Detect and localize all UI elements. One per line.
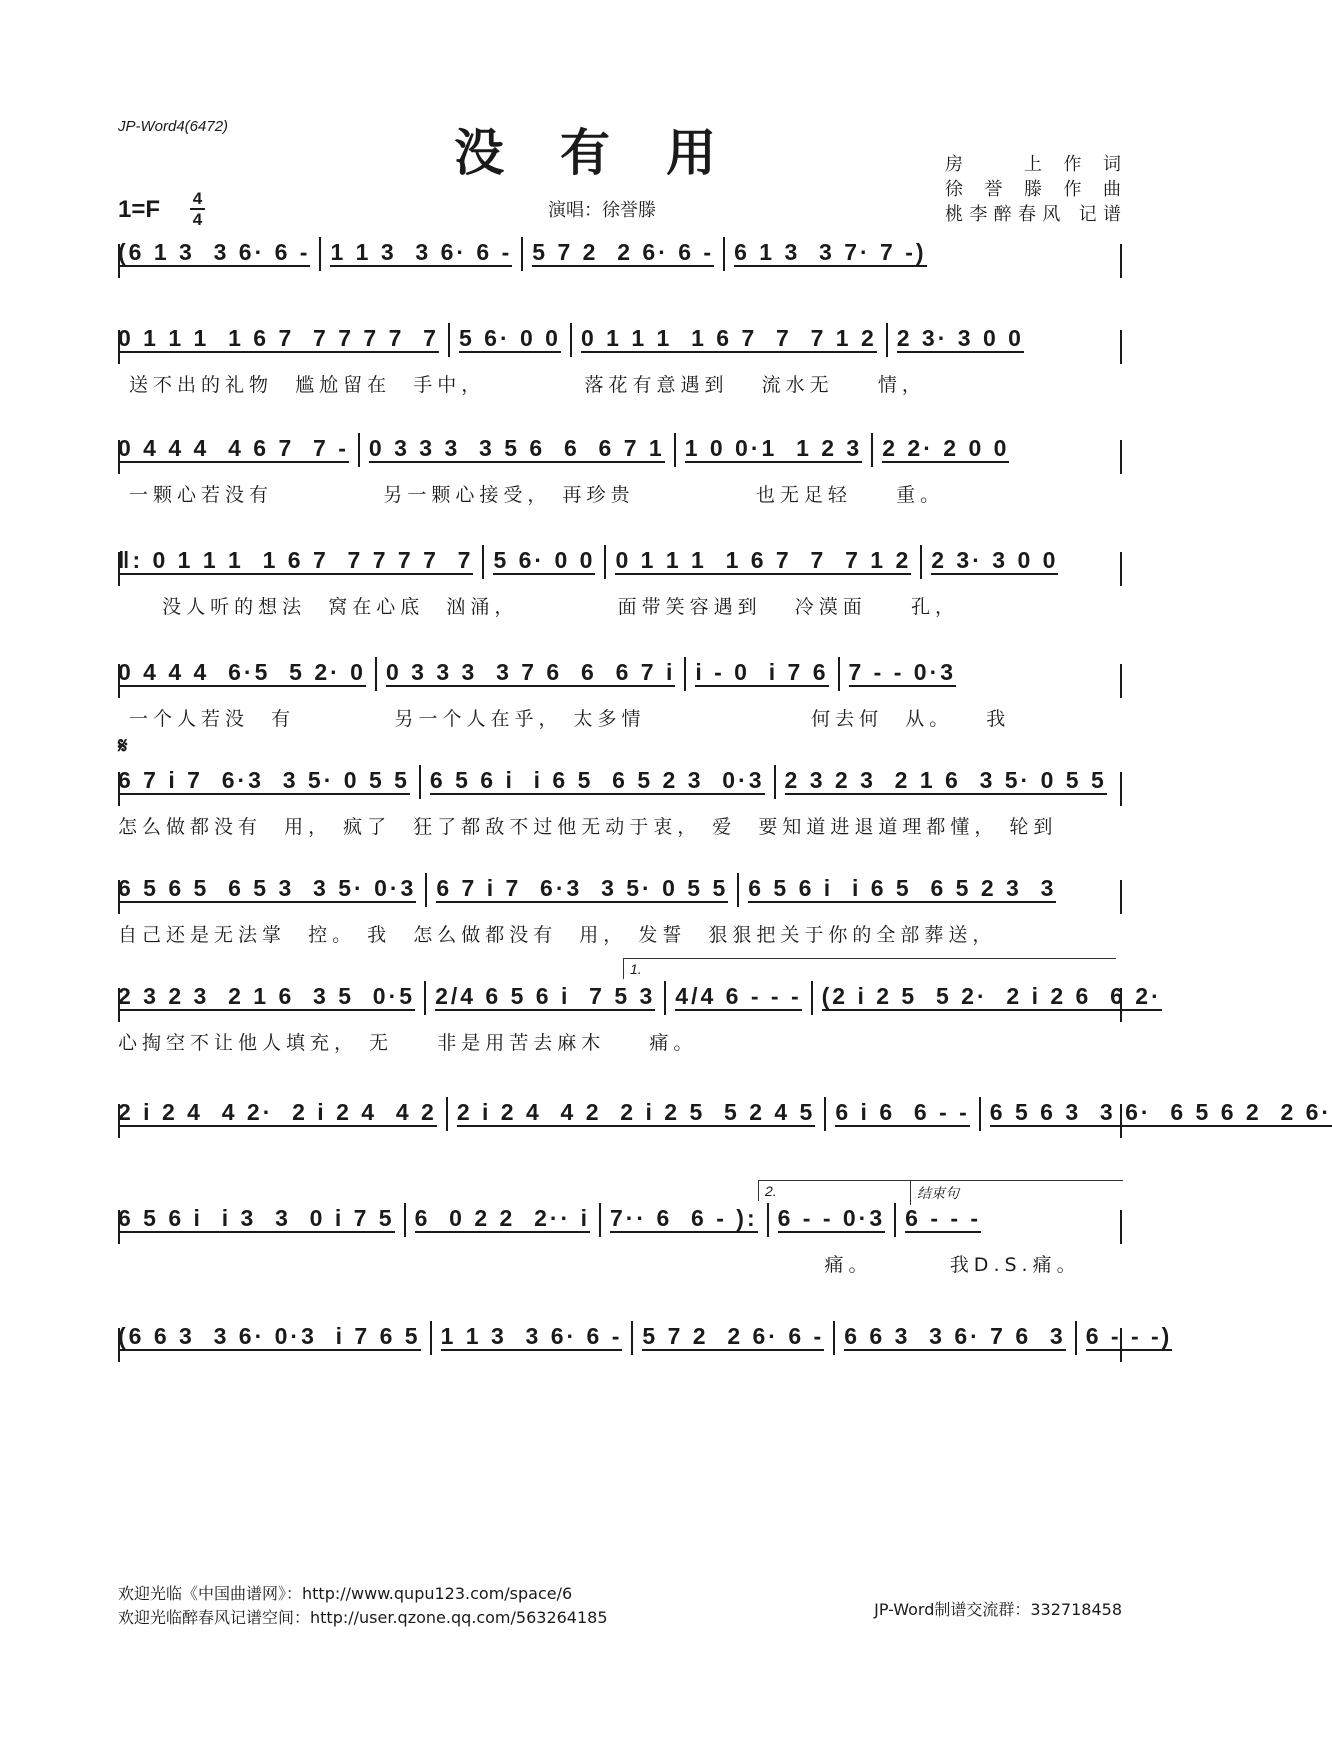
measure: 6 7 i 7 6·3 3 5· 0 5 5 xyxy=(436,875,729,901)
notation-line xyxy=(118,232,1122,272)
bar-line xyxy=(774,765,776,799)
bar-line xyxy=(920,545,922,579)
volta-label-2: 2. xyxy=(758,1180,911,1201)
measure: 2 i 2 4 4 2 2 i 2 5 5 2 4 5 xyxy=(456,1099,816,1125)
bar-line xyxy=(1075,1321,1077,1355)
measure: 5 7 2 2 6· 6 - xyxy=(642,1323,825,1349)
measure: 5 6· 0 0 xyxy=(458,325,561,351)
measure: 1 1 3 3 6· 6 - xyxy=(440,1323,623,1349)
bar-line xyxy=(871,433,873,467)
measure: (6 1 3 3 6· 6 - xyxy=(118,239,311,265)
bar-line xyxy=(521,237,523,271)
credits xyxy=(945,152,1122,227)
bar-line xyxy=(838,657,840,691)
measure: 2 3· 3 0 0 xyxy=(931,547,1059,573)
measure: (6 6 3 3 6· 0·3 i 7 6 5 xyxy=(118,1323,421,1349)
notation-line xyxy=(118,540,1122,580)
bar-line xyxy=(631,1321,633,1355)
footer-group: JP-Word制谱交流群：332718458 xyxy=(874,1600,1122,1619)
measure: 4/4 6 - - - xyxy=(675,983,802,1009)
measure: 6 5 6 5 6 5 3 3 5· 0·3 xyxy=(118,875,417,901)
ending-label: 结束句 xyxy=(910,1180,1123,1205)
bar-line xyxy=(358,433,360,467)
bar-line xyxy=(811,981,813,1015)
measure: 1 1 3 3 6· 6 - xyxy=(330,239,513,265)
measure: 0 1 1 1 1 6 7 7 7 7 7 7 xyxy=(118,325,439,351)
bar-line xyxy=(446,1097,448,1131)
measure: 6 7 i 7 6·3 3 5· 0 5 5 xyxy=(118,767,410,793)
footer-line-1: 欢迎光临《中国曲谱网》：http://www.qupu123.com/space/6 xyxy=(118,1584,573,1603)
measure: 7·· 6 6 - ): xyxy=(609,1205,758,1231)
measure: 2 2· 2 0 0 xyxy=(882,435,1010,461)
bar-line xyxy=(419,765,421,799)
bar-line xyxy=(599,1203,601,1237)
bar-line xyxy=(430,1321,432,1355)
measure: 6 5 6 i i 6 5 6 5 2 3 0·3 xyxy=(429,767,765,793)
bar-line xyxy=(604,545,606,579)
notation-line xyxy=(118,1092,1332,1132)
notation-line xyxy=(118,318,1122,358)
bar-line xyxy=(319,237,321,271)
measure: 6 - - -) xyxy=(1085,1323,1173,1349)
bar-line xyxy=(425,873,427,907)
measure: 0 1 1 1 1 6 7 7 7 1 2 xyxy=(580,325,877,351)
bar-line xyxy=(833,1321,835,1355)
notation-line xyxy=(118,760,1122,800)
bar-line xyxy=(570,323,572,357)
singer-credit: 演唱：徐誉滕 xyxy=(548,200,656,221)
notation-line xyxy=(118,652,1122,692)
bar-line xyxy=(894,1203,896,1237)
lyric-line: 怎么做都没有 用， 疯了 狂了都敌不过他无动于衷， 爱 要知道进退道理都懂， 轮到 xyxy=(118,816,1058,838)
measure: 6 5 6 i i 6 5 6 5 2 3 3 xyxy=(748,875,1057,901)
lyric-line: 没人听的想法 窝在心底 汹涌， 面带笑容遇到 冷漠面 孔， xyxy=(118,596,959,618)
footer-links xyxy=(118,1582,608,1630)
bar-line xyxy=(767,1203,769,1237)
measure: 0 1 1 1 1 6 7 7 7 1 2 xyxy=(615,547,912,573)
measure: 6 - - - xyxy=(905,1205,982,1231)
bar-line xyxy=(482,545,484,579)
measure: 2 3 2 3 2 1 6 3 5· 0 5 5 xyxy=(784,767,1107,793)
software-tag: JP-Word4(6472) xyxy=(118,118,229,135)
segno-sign: 𝄋 xyxy=(118,734,128,759)
measure: 6 5 6 3 3 6· 6 5 6 2 2 6· xyxy=(989,1099,1332,1125)
measure: (2 i 2 5 5 2· 2 i 2 6 6 2· xyxy=(821,983,1162,1009)
measure: 6 1 3 3 7· 7 -) xyxy=(734,239,927,265)
time-signature xyxy=(190,190,205,228)
volta-label: 1. xyxy=(623,958,1116,979)
bar-line xyxy=(979,1097,981,1131)
measure: 1 0 0·1 1 2 3 xyxy=(684,435,863,461)
lyric-line: 送不出的礼物 尴尬留在 手中， 落花有意遇到 流水无 情， xyxy=(118,374,926,396)
notation-line xyxy=(118,976,1162,1016)
bar-line xyxy=(886,323,888,357)
measure: 0 4 4 4 4 6 7 7 - xyxy=(118,435,349,461)
bar-line xyxy=(424,981,426,1015)
lyricist-credit: 房 上作词 xyxy=(945,154,1122,175)
lyric-line: 心掏空不让他人填充， 无 非是用苦去麻木 痛。 xyxy=(118,1032,698,1054)
time-sig-top: 4 xyxy=(192,189,203,208)
lyric-line: 一颗心若没有 另一颗心接受， 再珍贵 也无足轻 重。 xyxy=(118,484,945,506)
measure: 7 - - 0·3 xyxy=(848,659,957,685)
measure: 5 6· 0 0 xyxy=(493,547,596,573)
measure: 2 3 2 3 2 1 6 3 5 0·5 xyxy=(118,983,416,1009)
lyric-line: 一个人若没 有 另一个人在乎， 太多情 何去何 从。 我 xyxy=(118,708,1011,730)
measure: 2 i 2 4 4 2· 2 i 2 4 4 2 xyxy=(118,1099,437,1125)
bar-line xyxy=(824,1097,826,1131)
measure: 6 6 3 3 6· 7 6 3 xyxy=(844,1323,1066,1349)
key-signature: 1=F xyxy=(118,196,161,223)
lyric-line: 痛。 我D.S.痛。 xyxy=(118,1254,1081,1276)
time-sig-bottom: 4 xyxy=(192,210,203,229)
lyric-line: 自己还是无法掌 控。 我 怎么做都没有 用， 发誓 狠狠把关于你的全部葬送， xyxy=(118,924,997,946)
transcriber-credit: 桃李醉春风 记谱 xyxy=(945,204,1122,225)
measure: 0 4 4 4 6·5 5 2· 0 xyxy=(118,659,366,685)
measure: ‖: 0 1 1 1 1 6 7 7 7 7 7 7 xyxy=(118,547,474,573)
footer-line-2: 欢迎光临醉春风记谱空间：http://user.qzone.qq.com/563264185 xyxy=(118,1608,608,1627)
measure: 2 3· 3 0 0 xyxy=(896,325,1024,351)
measure: 6 - - 0·3 xyxy=(777,1205,886,1231)
bar-line xyxy=(684,657,686,691)
measure: 6 0 2 2 2·· i xyxy=(414,1205,590,1231)
measure: 2/4 6 5 6 i 7 5 3 xyxy=(435,983,656,1009)
bar-line xyxy=(723,237,725,271)
bar-line xyxy=(674,433,676,467)
notation-line xyxy=(118,428,1122,468)
measure: i - 0 i 7 6 xyxy=(695,659,829,685)
measure: 5 7 2 2 6· 6 - xyxy=(532,239,715,265)
bar-line xyxy=(375,657,377,691)
notation-line xyxy=(118,868,1122,908)
measure: 6 i 6 6 - - xyxy=(835,1099,970,1125)
bar-line xyxy=(737,873,739,907)
measure: 0 3 3 3 3 5 6 6 6 7 1 xyxy=(368,435,665,461)
composer-credit: 徐誉滕作曲 xyxy=(945,179,1122,200)
bar-line xyxy=(664,981,666,1015)
bar-line xyxy=(448,323,450,357)
measure: 0 3 3 3 3 7 6 6 6 7 i xyxy=(385,659,676,685)
song-title: 没有用 xyxy=(454,123,772,182)
notation-line xyxy=(118,1316,1173,1356)
notation-line xyxy=(118,1198,1122,1238)
measure: 6 5 6 i i 3 3 0 i 7 5 xyxy=(118,1205,395,1231)
bar-line xyxy=(404,1203,406,1237)
